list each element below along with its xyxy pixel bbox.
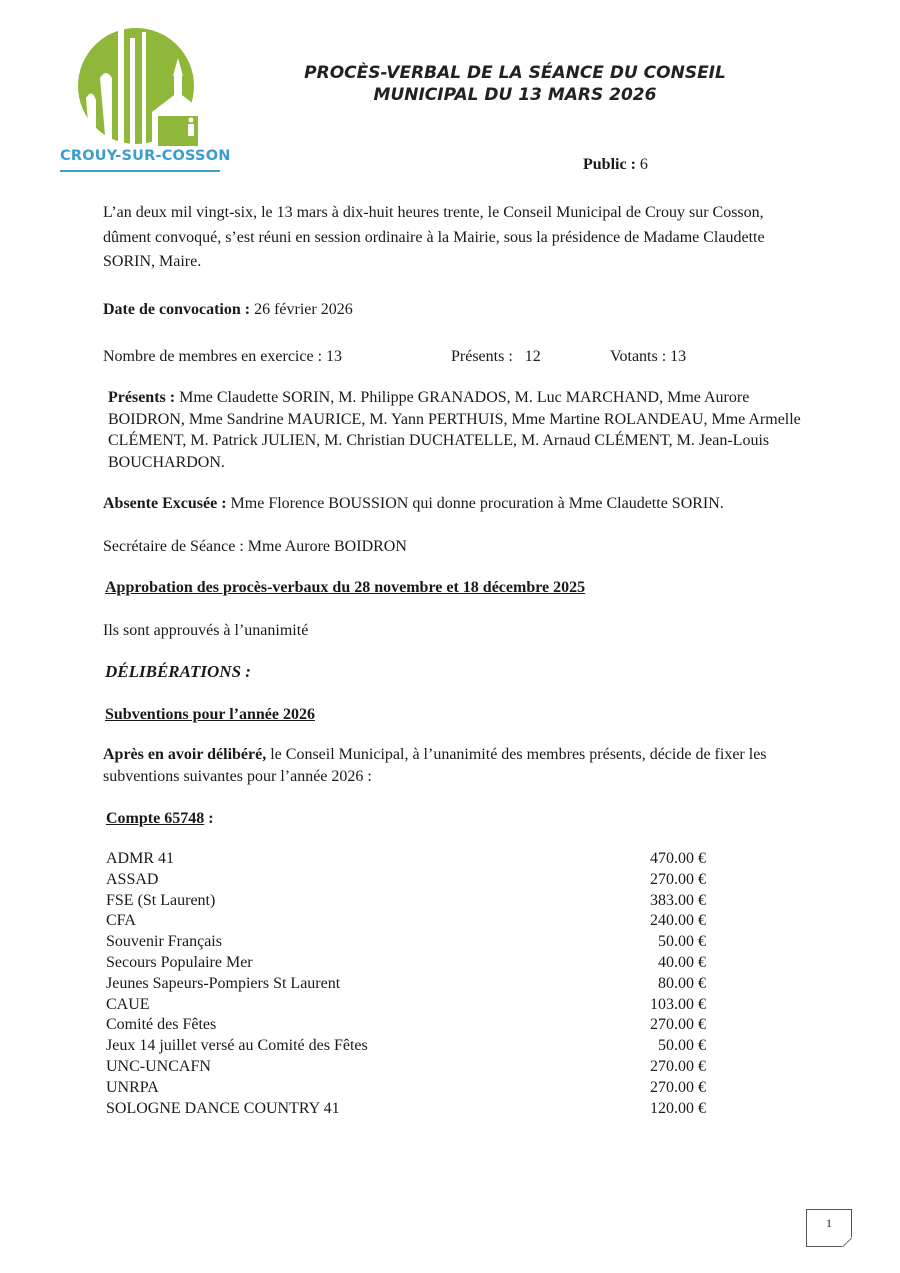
- item-amount: 80.00 €: [658, 974, 706, 992]
- subventions-heading: Subventions pour l’année 2026: [105, 706, 315, 723]
- deliberations-heading: DÉLIBÉRATIONS :: [105, 662, 251, 681]
- item-name: Secours Populaire Mer: [106, 953, 253, 971]
- item-name: ADMR 41: [106, 850, 175, 867]
- compte-heading: [106, 808, 214, 830]
- item-name: FSE (St Laurent): [106, 891, 216, 909]
- approbation-text: Ils sont approuvés à l’unanimité: [103, 622, 309, 639]
- logo-town-name: CROUY-SUR-COSSON: [60, 148, 231, 164]
- item-amount: 270.00 €: [650, 1057, 706, 1075]
- item-name: Jeunes Sapeurs-Pompiers St Laurent: [106, 974, 341, 992]
- item-name: ASSAD: [106, 870, 159, 888]
- presents-names: Mme Claudette SORIN, M. Philippe GRANADOS, M. Luc MARCHAND, Mme Aurore BOIDRON, Mme Sandrine MAURICE, M. Yann PERTHUIS, Mme Martine ROLANDEAU, Mme Armelle CLÉMENT, M. Patrick JULIEN, M. Christian DUCHATELLE, M. Arnaud CLÉMENT, M. Jean-Louis BOUCHARDON.: [108, 389, 801, 471]
- item-amount: 270.00 €: [650, 870, 706, 888]
- item-name: Comité des Fêtes: [106, 1016, 217, 1034]
- table-row: [106, 1015, 706, 1036]
- intro-paragraph: L’an deux mil vingt-six, le 13 mars à dix-huit heures trente, le Conseil Municipal de Crouy sur Cosson, dûment convoqué, s’est réuni en session ordinaire à la Mairie, sous la présidence de Madame Claudette SORIN, Maire.: [103, 204, 765, 270]
- page-number-box: [806, 1209, 852, 1247]
- item-amount: 50.00 €: [658, 1037, 706, 1055]
- document-title: [300, 62, 730, 106]
- logo-underline: [60, 170, 220, 172]
- item-name: Jeux 14 juillet versé au Comité des Fêtes: [106, 1037, 368, 1055]
- item-name: CFA: [106, 912, 136, 930]
- table-row: [106, 870, 706, 891]
- item-name: SOLOGNE DANCE COUNTRY 41: [106, 1099, 340, 1117]
- table-row: [106, 1036, 706, 1057]
- votants-count: Votants : 13: [610, 348, 687, 365]
- presents-list: [108, 387, 808, 473]
- page-curl-icon: [842, 1237, 852, 1247]
- table-row: [106, 932, 706, 953]
- table-row: [106, 1078, 706, 1099]
- page-number: 1: [826, 1216, 832, 1230]
- convocation-value: 26 février 2026: [254, 301, 353, 318]
- compte-label: Compte 65748: [106, 810, 205, 827]
- item-name: CAUE: [106, 995, 150, 1013]
- public-value: 6: [639, 156, 648, 173]
- item-amount: 270.00 €: [650, 1078, 706, 1096]
- table-row: [106, 974, 706, 995]
- public-label: Public :: [583, 156, 636, 173]
- title-line-2: MUNICIPAL DU 13 MARS 2026: [373, 85, 657, 105]
- absente-label: Absente Excusée :: [103, 495, 227, 512]
- subventions-table: [106, 849, 706, 1119]
- table-row: [106, 953, 706, 974]
- item-amount: 40.00 €: [658, 953, 706, 971]
- item-name: UNC-UNCAFN: [106, 1057, 211, 1075]
- presents-label: Présents :: [108, 389, 176, 406]
- table-row: [106, 995, 706, 1016]
- item-name: UNRPA: [106, 1078, 159, 1096]
- approbation-heading: Approbation des procès-verbaux du 28 novembre et 18 décembre 2025: [105, 579, 586, 596]
- item-amount: 103.00 €: [650, 995, 706, 1013]
- table-row: [106, 1099, 706, 1120]
- table-row: [106, 891, 706, 912]
- municipality-logo: [56, 28, 231, 176]
- public-count: [583, 156, 648, 174]
- item-amount: 270.00 €: [650, 1016, 706, 1034]
- subventions-lead: Après en avoir délibéré,: [103, 746, 267, 763]
- subventions-paragraph: [103, 744, 798, 788]
- table-row: [106, 911, 706, 932]
- item-amount: 120.00 €: [650, 1099, 706, 1117]
- item-amount: 50.00 €: [658, 933, 706, 951]
- members-count: Nombre de membres en exercice : 13: [103, 348, 343, 365]
- subventions-text: le Conseil Municipal, à l’unanimité des membres présents, décide de fixer les subventions suivantes pour l’année 2026 :: [103, 746, 767, 785]
- logo-emblem-icon: [56, 28, 228, 148]
- item-amount: 383.00 €: [650, 891, 706, 909]
- title-line-1: PROCÈS-VERBAL DE LA SÉANCE DU CONSEIL: [304, 63, 726, 83]
- convocation-date: [103, 299, 353, 321]
- convocation-label: Date de convocation :: [103, 301, 251, 318]
- absente-text: Mme Florence BOUSSION qui donne procuration à Mme Claudette SORIN.: [230, 495, 724, 512]
- item-amount: 240.00 €: [650, 912, 706, 930]
- absente-excusee: [103, 493, 763, 515]
- item-amount: 470.00 €: [650, 850, 706, 867]
- secretaire-seance: Secrétaire de Séance : Mme Aurore BOIDRON: [103, 538, 407, 555]
- table-row: [106, 849, 706, 870]
- item-name: Souvenir Français: [106, 933, 222, 951]
- compte-suffix: :: [204, 810, 214, 827]
- presents-count: Présents : 12: [451, 348, 541, 365]
- table-row: [106, 1057, 706, 1078]
